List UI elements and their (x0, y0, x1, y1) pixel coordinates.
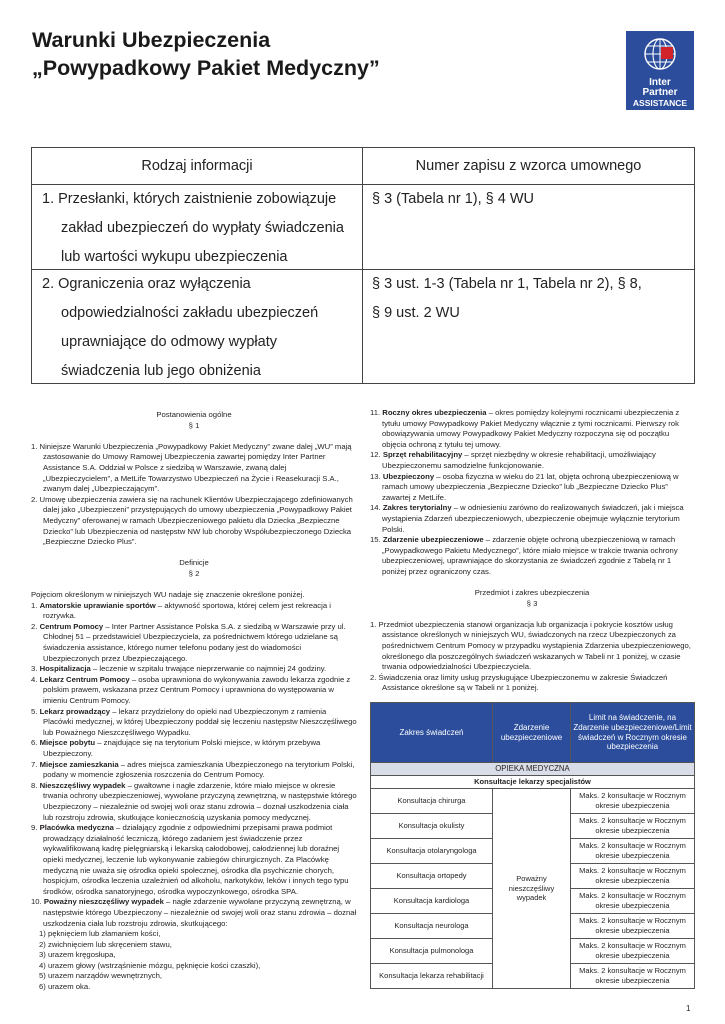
info-header-reference: Numer zapisu z wzorca umownego (415, 158, 642, 174)
definition-item: 11. Roczny okres ubezpieczenia – okres pomiędzy kolejnymi rocznicami ubezpieczenia z tytułu umowy Powypadkowy Pakiet Medyczny włącznie z tymi rocznicami. Pierwszy rok obowiązywania umowy Powypadkowy Pakiet Medyczny rozpoczyna się od początku objęcia ochroną z tytułu tej umowy. (370, 408, 680, 449)
benefit-name: Konsultacja otolaryngologa (371, 839, 493, 864)
benefit-limit: Maks. 2 konsultacje w Rocznym okresie ubezpieczenia (571, 864, 695, 889)
benefits-header-event: Zdarzenie ubezpieczeniowe (493, 703, 571, 763)
benefit-name: Konsultacja okulisty (371, 814, 493, 839)
section-title: Postanowienia ogólne (156, 410, 232, 419)
definition-item: 5. Lekarz prowadzący – lekarz przydzielony do opieki nad Ubezpieczonym z ramienia Placówki medycznej, w której Ubezpieczony poddał się leczeniu następstw Nieszczęśliwego lub Poważnego Nieszczęśliwego Wypadku. (31, 706, 357, 737)
benefit-name: Konsultacja lekarza rehabilitacji (371, 964, 493, 989)
benefits-table (370, 702, 695, 989)
benefit-limit: Maks. 2 konsultacje w Rocznym okresie ubezpieczenia (571, 839, 695, 864)
section-paragraph-number: § 1 (188, 420, 200, 430)
info-row2-line: świadczenia lub jego obniżenia (61, 363, 261, 379)
benefits-header-scope: Zakres świadczeń (371, 703, 493, 763)
scope-paragraph: 1. Przedmiot ubezpieczenia stanowi organizacja lub organizacja i pokrycie kosztów usług assistance określonych w niniejszych WU, świadczonych na rzecz Ubezpieczonych za pośrednictwem Centrum Pomocy w przypadku wystąpienia Zdarzenia ubezpieczeniowego, określonego dla poszczególnych świadczeń wskazanych w Tabeli nr 1 poniżej, w czasie trwania odpowiedzialności Ubezpieczyciela. (370, 619, 691, 672)
sub-item: 3) urazem kręgosłupa, (39, 950, 116, 960)
info-row2-line: 2. Ograniczenia oraz wyłączenia (42, 276, 251, 292)
definition-item: 8. Nieszczęśliwy wypadek – gwałtowne i nagłe zdarzenie, które miało miejsce w okresie trwania ochrony ubezpieczeniowej, wywołane przyczyną zewnętrzną, w następstwie którego Ubezpieczony – niezależnie od swojej woli oraz stanu zdrowia – doznał uszkodzenia ciała lub rozstroju zdrowia, skutkujące koniecznością uzyskania pomocy medycznej. (31, 780, 357, 822)
definition-item: 2. Centrum Pomocy – Inter Partner Assistance Polska S.A. z siedzibą w Warszawie przy ul. Chłodnej 51 – przedstawiciel Ubezpieczyciela, za pośrednictwem którego udzielane są świadczenia assistance, którego numer telefonu podany jest do wiadomości Ubezpieczonych przez Ubezpieczającego. (31, 621, 346, 663)
sub-item: 4) urazem głowy (wstrząśnienie mózgu, pęknięcie kości czaszki), (39, 960, 261, 970)
provision-paragraph: 2. Umowę ubezpieczenia zawiera się na rachunek Klientów Ubezpieczającego zdefiniowanych dalej jako „Ubezpieczeni” przystępujących do umowy ubezpieczenia „Powypadkowy Pakiet Medyczny” oferowanej w ramach Ubezpieczeniowego pakietu dla Dziecka „Bezpieczne Dziecko” lub Ubezpieczenia od następstw NW lub choroby Współubezpieczonego Dziecka „Bezpieczne Dziecko Plus”. (31, 494, 353, 547)
benefit-name: Konsultacja ortopedy (371, 864, 493, 889)
info-row1-line: lub wartości wykupu ubezpieczenia (61, 249, 288, 265)
info-row2-ref-line: § 3 ust. 1-3 (Tabela nr 1, Tabela nr 2), § 8, (372, 276, 642, 292)
section-title: Przedmiot i zakres ubezpieczenia (474, 588, 590, 598)
info-row2-type (42, 270, 360, 386)
benefits-header-limit: Limit na świadczenie, na Zdarzenie ubezpieczeniowe/Limit świadczeń w Rocznym okresie ubezpieczenia (571, 703, 695, 763)
info-row1-line: zakład ubezpieczeń do wypłaty świadczenia (61, 220, 344, 236)
logo-text-assistance: ASSISTANCE (632, 98, 688, 108)
globe-icon (643, 37, 677, 71)
information-table (31, 147, 695, 384)
definition-item: 1. Amatorskie uprawianie sportów – aktywność sportowa, której celem jest rekreacja i rozrywka. (31, 600, 331, 621)
benefits-section-row: OPIEKA MEDYCZNA (371, 763, 695, 776)
info-header-type: Rodzaj informacji (141, 158, 253, 174)
title-line-2: „Powypadkowy Pakiet Medyczny” (32, 56, 380, 80)
benefit-limit: Maks. 2 konsultacje w Rocznym okresie ubezpieczenia (571, 939, 695, 964)
benefit-name: Konsultacja neurologa (371, 914, 493, 939)
definition-item: 3. Hospitalizacja – leczenie w szpitalu trwające nieprzerwanie co najmniej 24 godziny. (31, 664, 327, 674)
sub-item: 6) urazem oka. (39, 982, 91, 992)
definition-item: 14. Zakres terytorialny – w odniesieniu zarówno do realizowanych świadczeń, jak i miejsca wystąpienia Zdarzeń ubezpieczeniowych, ubezpieczenie obejmuje wyłącznie terytorium Polski. (370, 503, 684, 534)
definition-item: 4. Lekarz Centrum Pomocy – osoba uprawniona do wykonywania zawodu lekarza zgodnie z polskim prawem, wskazana przez Centrum Pomocy i uprawniona do występowania w imieniu Centrum Pomocy. (31, 674, 351, 706)
logo-text-inter: Inter (649, 77, 671, 88)
benefit-limit: Maks. 2 konsultacje w Rocznym okresie ubezpieczenia (571, 889, 695, 914)
definition-item: 9. Placówka medyczna – działający zgodnie z odpowiednimi przepisami prawa podmiot prowadzący działalność leczniczą, którego zadaniem jest świadczenie przez wykwalifikowaną kadrę pielęgniarską i lekarską całodobowej, całodziennej lub doraźnej opieki medycznej, leczenie lub wykonywanie zabiegów chirurgicznych. Za Placówkę medyczną nie uważa się ośrodka opieki społecznej, ośrodka dla psychicznie chorych, hospicjum, ośrodka leczenia uzależnień od alkoholu, narkotyków, leków i innych tego typu środków, ośrodka sanatoryjnego, ośrodka wypoczynkowego, ośrodka SPA. (31, 823, 349, 896)
benefit-name: Konsultacja chirurga (371, 789, 493, 814)
info-row1-type (42, 185, 360, 272)
provision-paragraph: 1. Niniejsze Warunki Ubezpieczenia „Powypadkowy Pakiet Medyczny” zwane dalej „WU” mają zastosowanie do Umowy Ramowej Ubezpieczenia zawartej pomiędzy Inter Partner Assistance S.A. Oddział w Polsce z siedzibą w Warszawie, zwaną dalej „Ubezpieczycielem”, a MetLife Towarzystwo Ubezpieczeń na Życie i Reasekuracji S.A., zwanym dalej „Ubezpieczającym”. (31, 441, 352, 494)
section-paragraph-number: § 3 (526, 598, 538, 608)
benefit-name: Konsultacja pulmonologa (371, 939, 493, 964)
benefit-limit: Maks. 2 konsultacje w Rocznym okresie ubezpieczenia (571, 789, 695, 814)
definition-item: 7. Miejsce zamieszkania – adres miejsca zamieszkania Ubezpieczonego na terytorium Polski, podany w momencie zgłoszenia roszczenia do Centrum Pomocy. (31, 759, 355, 780)
benefits-subsection-row: Konsultacje lekarzy specjalistów (371, 776, 695, 789)
definition-item: 13. Ubezpieczony – osoba fizyczna w wieku do 21 lat, objęta ochroną ubezpieczeniową w ramach umowy ubezpieczenia „Bezpieczne Dziecko” lub „Bezpieczne Dziecko Plus” zawartej z MetLife. (370, 471, 679, 502)
definitions-intro: Pojęciom określonym w niniejszych WU nadaje się znaczenie określone poniżej. (31, 590, 305, 600)
page-number: 1 (686, 1004, 691, 1013)
benefit-limit: Maks. 2 konsultacje w Rocznym okresie ubezpieczenia (571, 814, 695, 839)
info-row1-line: 1. Przesłanki, których zaistnienie zobowiązuje (42, 191, 337, 207)
info-row1-reference: § 3 (Tabela nr 1), § 4 WU (372, 191, 534, 207)
info-row2-reference (372, 270, 692, 328)
scope-paragraph: 2. Świadczenia oraz limity usług przysługujące Ubezpieczonemu w zakresie Świadczeń Assistance określone są w Tabeli nr 1 poniżej. (370, 672, 668, 693)
title-line-1: Warunki Ubezpieczenia (32, 28, 271, 52)
right-column (370, 408, 694, 715)
definition-item: 12. Sprzęt rehabilitacyjny – sprzęt niezbędny w okresie rehabilitacji, umożliwiający Ubezpieczonemu samodzielne funkcjonowanie. (370, 450, 656, 470)
table-row (371, 789, 695, 814)
sub-item: 2) zwichnięciem lub skręceniem stawu, (39, 939, 172, 949)
benefit-limit: Maks. 2 konsultacje w Rocznym okresie ubezpieczenia (571, 914, 695, 939)
sub-item: 1) pęknięciem lub złamaniem kości, (39, 929, 161, 939)
inter-partner-assistance-logo (626, 31, 694, 110)
sub-item: 5) urazem narządów wewnętrznych, (39, 971, 163, 981)
document-title (32, 26, 380, 82)
info-row2-ref-line: § 9 ust. 2 WU (372, 305, 460, 321)
definition-item: 15. Zdarzenie ubezpieczeniowe – zdarzenie objęte ochroną ubezpieczeniową w ramach „Powypadkowego Pakietu Medycznego”, które miało miejsce w trakcie trwania ochrony ubezpieczeniowej, uprawniające do skorzystania ze świadczeń zgodnie z Tabelą nr 1 poniżej przez ograniczony czas. (370, 535, 678, 576)
benefit-limit: Maks. 2 konsultacje w Rocznym okresie ubezpieczenia (571, 964, 695, 989)
benefit-name: Konsultacja kardiologa (371, 889, 493, 914)
definition-item: 10. Poważny nieszczęśliwy wypadek – nagłe zdarzenie wywołane przyczyną zewnętrzną, w następstwie którego Ubezpieczony – niezależnie od swojej woli oraz stanu zdrowia – doznał uszkodzenia ciała lub rozstroju zdrowia, skutkującego: (31, 897, 357, 928)
section-title: Definicje (179, 558, 209, 568)
info-row2-line: uprawniające do odmowy wypłaty (61, 334, 277, 350)
left-column (31, 410, 357, 993)
section-paragraph-number: § 2 (188, 568, 200, 578)
logo-text-partner: Partner (642, 87, 678, 98)
benefit-event: Poważny nieszczęśliwy wypadek (493, 789, 571, 989)
definition-item: 6. Miejsce pobytu – znajdujące się na terytorium Polski miejsce, w którym przebywa Ubezpieczony. (31, 738, 321, 758)
info-row2-line: odpowiedzialności zakładu ubezpieczeń (61, 305, 319, 321)
